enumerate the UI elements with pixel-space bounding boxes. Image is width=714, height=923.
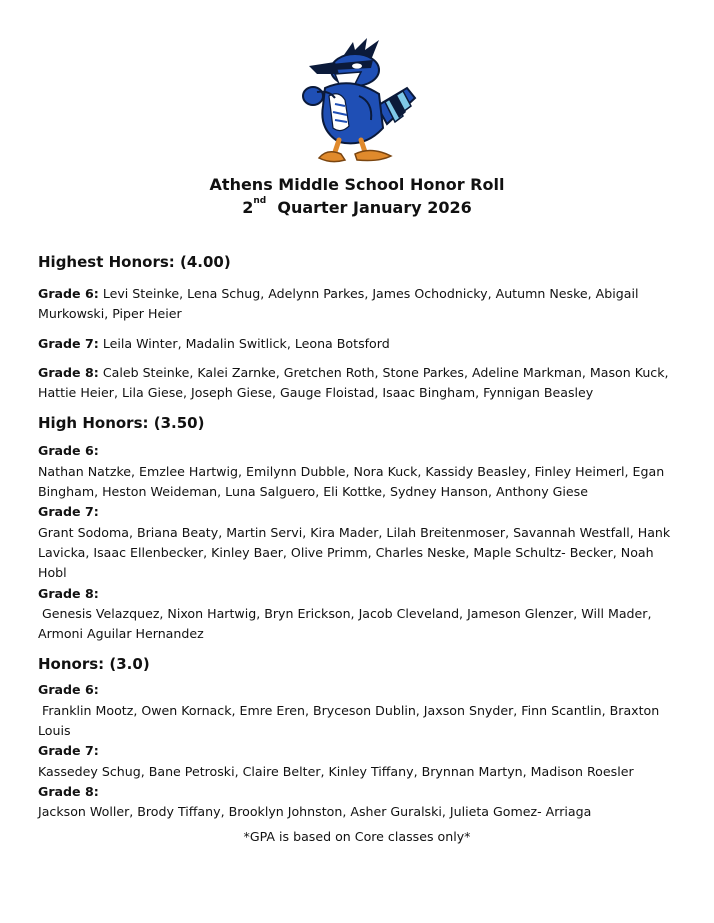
highest-grade6 <box>38 284 678 325</box>
grade-label: Grade 7: <box>38 743 99 759</box>
high-grade7 <box>38 502 678 583</box>
grade-label: Grade 6: <box>38 286 99 301</box>
quarter-suffix: nd <box>253 196 267 206</box>
grade-label: Grade 8: <box>38 783 99 799</box>
student-names: Nathan Natzke, Emzlee Hartwig, Emilynn Dubble, Nora Kuck, Kassidy Beasley, Finley Heimerl, Egan Bingham, Heston Weideman, Luna Salguero, Eli Kottke, Sydney Hanson, Anthony Giese <box>38 463 665 500</box>
honors-grade6 <box>38 680 678 741</box>
grade-label: Grade 8: <box>38 364 99 380</box>
highest-grade8 <box>38 363 678 404</box>
honors-heading: Honors: (3.0) <box>38 655 150 674</box>
student-names: Genesis Velazquez, Nixon Hartwig, Bryn Erickson, Jacob Cleveland, Jameson Glenzer, Will Mader, Armoni Aguilar Hernandez <box>38 605 656 642</box>
grade-label: Grade 7: <box>38 335 99 351</box>
student-names: Caleb Steinke, Kalei Zarnke, Gretchen Roth, Stone Parkes, Adeline Markman, Mason Kuck, Hattie Heier, Lila Giese, Joseph Giese, Gauge Floistad, Isaac Bingham, Fynnigan Beasley <box>38 364 669 401</box>
honor-roll-content <box>38 250 678 823</box>
highest-grade7 <box>38 334 678 354</box>
page-subtitle <box>0 198 714 218</box>
student-names: Jackson Woller, Brody Tiffany, Brooklyn Johnston, Asher Guralski, Julieta Gomez- Arriaga <box>38 804 592 820</box>
high-honors-heading: High Honors: (3.50) <box>38 414 205 433</box>
highest-honors-heading: Highest Honors: (4.00) <box>38 253 231 271</box>
right-foot <box>355 150 391 160</box>
student-names: Franklin Mootz, Owen Kornack, Emre Eren, Bryceson Dublin, Jaxson Snyder, Finn Scantlin, Braxton Louis <box>38 702 664 739</box>
grade-label: Grade 6: <box>38 443 99 459</box>
grade-label: Grade 8: <box>38 585 99 601</box>
grade-label: Grade 7: <box>38 504 99 520</box>
left-foot <box>319 152 345 162</box>
grade-label: Grade 6: <box>38 682 99 698</box>
high-grade6 <box>38 441 678 502</box>
honors-grade8 <box>38 782 678 823</box>
bluejay-mascot-icon <box>295 36 419 164</box>
gpa-footnote: *GPA is based on Core classes only* <box>243 829 471 844</box>
student-names: Grant Sodoma, Briana Beaty, Martin Servi, Kira Mader, Lilah Breitenmoser, Savannah Westfall, Hank Lavicka, Isaac Ellenbecker, Kinley Baer, Olive Primm, Charles Neske, Maple Schultz- Becker, Noah Hobl <box>38 524 671 581</box>
student-names: Kassedey Schug, Bane Petroski, Claire Belter, Kinley Tiffany, Brynnan Martyn, Madison Roesler <box>38 763 634 779</box>
quarter-date: Quarter January 2026 <box>277 198 472 217</box>
high-grade8 <box>38 584 678 645</box>
student-names: Leila Winter, Madalin Switlick, Leona Botsford <box>102 335 390 351</box>
page-title: Athens Middle School Honor Roll <box>209 175 505 194</box>
quarter-ordinal: 2 <box>242 198 254 217</box>
honors-grade7 <box>38 741 678 782</box>
student-names: Levi Steinke, Lena Schug, Adelynn Parkes, James Ochodnicky, Autumn Neske, Abigail Murkowski, Piper Heier <box>38 286 639 322</box>
